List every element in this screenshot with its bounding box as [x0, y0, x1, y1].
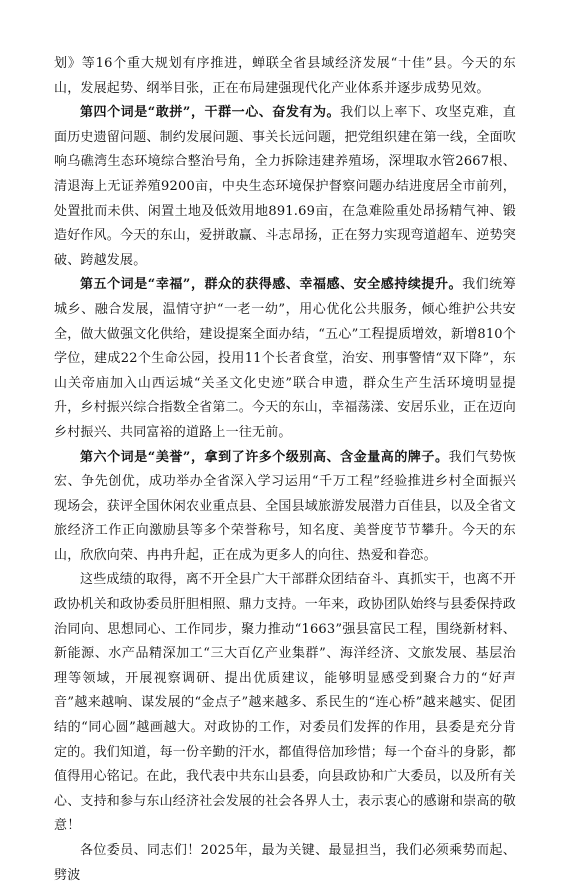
- paragraph-lead: 第六个词是“美誉”，拿到了许多个级别高、含金量高的牌子。: [80, 449, 449, 465]
- paragraph-text: 各位委员、同志们！2025年，最为关键、最显担当，我们必须乘势而起、劈波: [54, 843, 516, 883]
- paragraph-achievements: [54, 568, 516, 839]
- paragraph-text: 我们统筹城乡、融合发展，温情守护“一老一幼”，用心优化公共服务，倾心维护公共安全，做大做强文化供给，建设提案全面办结，“五心”工程提质增效，新增810个学位，建成22个生命公园，投用11个长者食堂，治安、刑事警情“双下降”，东山关帝庙加入山西运城“关圣文化史迹”联合申遗，群众生产生活环境明显提升，乡村振兴综合指数全省第二。今天的东山，幸福荡漾、安居乐业，正在迈向乡村振兴、共同富裕的道路上一往无前。: [54, 277, 517, 440]
- paragraph-sixth-word: [54, 446, 516, 569]
- paragraph-fifth-word: [54, 273, 516, 445]
- paragraph-text: 这些成绩的取得，离不开全县广大干部群众团结奋斗、真抓实干，也离不开政协机关和政协委员肝胆相照、鼎力支持。一年来，政协团队始终与县委保持政治同向、思想同心、工作同步，聚力推动“1663”强县富民工程，围绕新材料、新能源、水产品精深加工“三大百亿产业集群”、海洋经济、文旅发展、基层治理等领域，开展视察调研、提出优质建议，能够明显感受到聚合力的“好声音”越来越响、谋发展的“金点子”越来越多、系民生的“连心桥”越来越实、促团结的“同心圆”越画越大。对政协的工作，对委员们发挥的作用，县委是充分肯定的。我们知道，每一份辛勤的汗水，都值得倍加珍惜；每一个奋斗的身影，都值得用心铭记。在此，我代表中共东山县委，向县政协和广大委员，以及所有关心、支持和参与东山经济社会发展的社会各界人士，表示衷心的感谢和崇高的敬意！: [54, 572, 517, 834]
- paragraph-closing: [54, 839, 516, 888]
- paragraph-continued: [54, 52, 516, 101]
- paragraph-text: 我们气势恢宏、争先创优，成功举办全省深入学习运用“千万工程”经验推进乡村全面振兴现场会，获评全国休闲农业重点县、全国县域旅游发展潜力百佳县，以及全省文旅经济工作正向激励县等多个荣誉称号，知名度、美誉度节节攀升。今天的东山，欣欣向荣、冉冉升起，正在成为更多人的向往、热爱和眷恋。: [54, 449, 517, 563]
- paragraph-fourth-word: [54, 101, 516, 273]
- paragraph-lead: 第四个词是“敢拼”，干群一心、奋发有为。: [80, 105, 341, 121]
- paragraph-lead: 第五个词是“幸福”，群众的获得感、幸福感、安全感持续提升。: [80, 277, 463, 293]
- paragraph-text: 我们以上率下、攻坚克难，直面历史遗留问题、制约发展问题、事关长远问题，把党组织建在第一线，全面吹响乌礁湾生态环境综合整治号角，全力拆除违建养殖场，深埋取水管2667根、清退海上无证养殖9200亩，中央生态环境保护督察问题办结进度居全市前列，处置批而未供、闲置土地及低效用地891.69亩，在急难险重处昂扬精气神、锻造好作风。今天的东山，爱拼敢赢、斗志昂扬，正在努力实现弯道超车、逆势突破、跨越发展。: [54, 105, 517, 268]
- document-body: [54, 52, 516, 888]
- paragraph-text: 划》等16个重大规划有序推进，蝉联全省县域经济发展“十佳”县。今天的东山，发展起势、纲举目张，正在布局建强现代化产业体系并逐步成势见效。: [54, 56, 516, 96]
